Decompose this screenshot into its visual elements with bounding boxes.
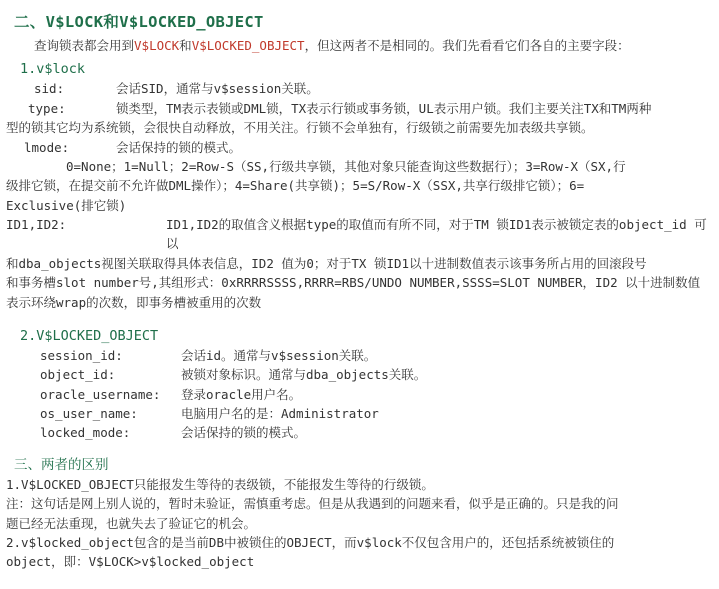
difference-note-line-2: 题已经无法重现，也就失去了验证它的机会。 [6,515,257,531]
field-name-locked-mode: locked_mode: [40,425,131,441]
id-detail-line-4: 表示环绕wrap的次数，即事务槽被重用的次数 [6,294,262,310]
id-detail-line-2: 和dba_objects视图关联取得具体表信息，ID2 值为0；对于TX 锁ID1以十进制数值表示该事务所占用的回滚段号 [6,255,647,271]
field-row-id1-id2 [6,215,713,254]
field-row-sid [6,79,713,98]
difference-point-2-line-1: 2.v$locked_object包含的是当前DB中被锁住的OBJECT，而v$lock不仅包含用户的，还包括系统被锁住的 [6,534,615,550]
field-desc-os-user-name: 电脑用户名的是：Administrator [181,406,379,421]
field-desc-locked-mode: 会话保持的锁的模式。 [181,425,307,441]
field-name-session-id: session_id: [40,347,123,363]
field-name-oracle-username: oracle_username: [40,386,161,402]
field-name-sid: sid: [34,81,65,97]
field-desc-type-continued: 型的锁其它均为系统锁，会很快自动释放，不用关注。行锁不会单独有，行级锁之前需要先加表级共享锁。 [6,120,594,136]
field-row-type [6,99,713,118]
difference-point-1: 1.V$LOCKED_OBJECT只能报发生等待的表级锁，不能报发生等待的行级锁。 [6,476,434,492]
section-heading-difference: 三、两者的区别 [14,456,109,473]
intro-text-3: ，但这两者不是相同的。我们先看看它们各自的主要字段： [304,38,630,53]
difference-note-line-1: 注：这句话是网上别人说的，暂时未验证，需慎重考虑。但是从我遇到的问题来看，似乎是正确的。只是我的问 [6,496,619,512]
field-desc-lmode: 会话保持的锁的模式。 [116,139,242,155]
field-row-lmode [6,138,713,157]
field-name-type: type: [28,100,66,116]
id-detail-line-3: 和事务槽slot number号,其组形式：0xRRRRSSSS,RRRR=RBS/UNDO NUMBER,SSSS=SLOT NUMBER，ID2 以十进制数值 [6,275,701,291]
field-name-lmode: lmode: [24,139,70,155]
intro-text-1: 查询锁表都会用到 [34,38,135,53]
intro-paragraph [6,36,713,55]
intro-text-2: 和 [179,38,192,53]
field-row-session-id [6,346,713,365]
spacer-1 [6,312,713,322]
field-desc-id1-id2: ID1,ID2的取值含义根据type的取值而有所不同，对于TM 锁ID1表示被锁定表的object_id 可以 [166,217,707,252]
field-desc-object-id: 被锁对象标识。通常与dba_objects关联。 [181,367,427,383]
field-row-os-user-name [6,404,713,423]
field-name-id1-id2: ID1,ID2: [6,217,67,232]
field-row-object-id [6,365,713,384]
field-name-os-user-name: os_user_name: [40,406,138,421]
lmode-detail-line-2: 级排它锁，在提交前不允许做DML操作）；4=Share(共享锁)；5=S/Row-X（SSX,共享行级排它锁）；6= [6,178,585,194]
field-name-object-id: object_id: [40,367,116,383]
lmode-detail-line-1: 0=None；1=Null；2=Row-S（SS,行级共享锁，其他对象只能查询这些数据行）；3=Row-X（SX,行 [66,158,626,174]
field-desc-sid: 会话SID，通常与v$session关联。 [116,81,319,97]
keyword-vlocked-object: V$LOCKED_OBJECT [191,38,305,53]
field-row-locked-mode [6,423,713,442]
field-desc-oracle-username: 登录oracle用户名。 [181,386,302,402]
field-row-oracle-username [6,385,713,404]
subsection-heading-vlock-fields: 1.v$lock [20,61,86,78]
field-desc-session-id: 会话id。通常与v$session关联。 [181,347,377,363]
field-desc-type: 锁类型，TM表示表锁或DML锁，TX表示行锁或事务锁，UL表示用户锁。我们主要关注TX和TM两种 [116,100,652,116]
difference-point-2-line-2: object，即：V$LOCK>v$locked_object [6,554,255,570]
subsection-heading-vlocked-object: 2.V$LOCKED_OBJECT [20,327,159,344]
lmode-detail-line-3: Exclusive(排它锁) [6,197,127,213]
section-heading-vlock: 二、V$LOCK和V$LOCKED_OBJECT [14,13,264,31]
keyword-vlock: V$LOCK [134,38,180,53]
spacer-2 [6,443,713,447]
